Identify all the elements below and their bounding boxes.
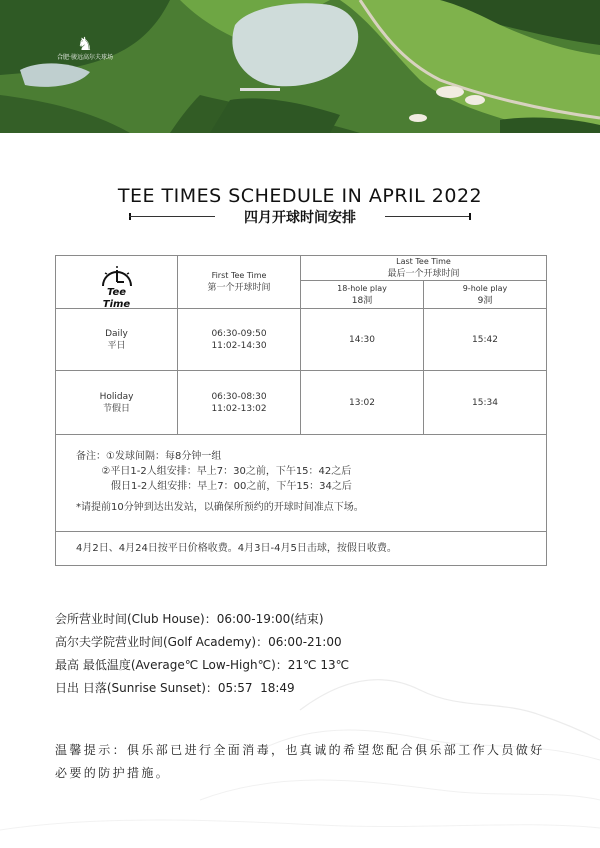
row-label: [56, 309, 178, 371]
tee-time-icon-cell: [56, 256, 178, 309]
header-9-hole: [424, 281, 547, 309]
sunrise-sunset: 日出 日落(Sunrise Sunset)：05:57 18:49: [55, 681, 295, 695]
header-9-hole-en: 9-hole play: [462, 283, 508, 293]
page-title: TEE TIMES SCHEDULE IN APRIL 2022: [117, 185, 483, 207]
divider-marker-right: [469, 213, 471, 220]
row-label-en: Holiday: [99, 391, 134, 402]
header-9-hole-cn: 9洞: [477, 295, 493, 306]
warm-tips: 温馨提示：俱乐部已进行全面消毒，也真诚的希望您配合俱乐部工作人员做好必要的防护措施。: [55, 743, 545, 780]
academy-hours: 高尔夫学院营业时间(Golf Academy)：06:00-21:00: [55, 635, 342, 649]
tee-time-icon-label: Tee Time: [102, 287, 131, 310]
row-label-en: Daily: [105, 328, 128, 339]
header-18-hole-en: 18-hole play: [337, 283, 387, 293]
first-tee-times: [178, 371, 301, 435]
last-tee-header-en: Last Tee Time: [396, 257, 451, 266]
first-tee-time-1: 06:30-09:50: [211, 328, 267, 339]
club-info: [55, 608, 349, 700]
temperature: 最高 最低温度(Average℃ Low-High℃)：21℃ 13℃: [55, 658, 350, 672]
page-subtitle: 四月开球时间安排: [244, 210, 356, 226]
table-row-price-note: [56, 532, 547, 566]
table-row-daily: [56, 309, 547, 371]
row-label: [56, 371, 178, 435]
first-tee-header-cn: 第一个开球时间: [207, 283, 271, 293]
clock-icon: [92, 262, 142, 310]
note-line: 备注：①发球间隔：每8分钟一组: [76, 451, 222, 462]
last-tee-18: 13:02: [301, 371, 424, 435]
note-line: 假日1-2人组安排：早上7：00之前，下午15：34之后: [76, 481, 352, 492]
first-tee-time-1: 06:30-08:30: [211, 391, 267, 402]
header-18-hole: [301, 281, 424, 309]
first-tee-times: [178, 309, 301, 371]
last-tee-9: 15:42: [424, 309, 547, 371]
note-line: ②平日1-2人组安排：早上7：30之前，下午15：42之后: [76, 466, 352, 477]
header-18-hole-cn: 18洞: [351, 295, 373, 306]
last-tee-9: 15:34: [424, 371, 547, 435]
first-tee-time-2: 11:02-13:02: [211, 403, 267, 414]
divider-line-right: [385, 216, 471, 217]
logo-text: 合肥·骏远高尔夫球场: [57, 54, 113, 61]
first-tee-header: [178, 256, 301, 309]
horse-icon: ♞: [76, 34, 94, 55]
club-logo: [55, 36, 115, 76]
table-row-holiday: [56, 371, 547, 435]
notes-cell: [56, 435, 547, 532]
last-tee-18: 14:30: [301, 309, 424, 371]
last-tee-header-cn: 最后一个开球时间: [387, 269, 460, 279]
first-tee-time-2: 11:02-14:30: [211, 340, 267, 351]
arrival-note: *请提前10分钟到达出发站，以确保所预约的开球时间准点下场。: [76, 502, 364, 513]
row-label-cn: 节假日: [102, 403, 130, 414]
clubhouse-hours: 会所营业时间(Club House)：06:00-19:00(结束): [55, 612, 324, 626]
header-aerial-photo: [0, 0, 600, 133]
subtitle-row: [0, 207, 600, 227]
row-label-cn: 平日: [107, 340, 126, 351]
price-note: 4月2日、4月24日按平日价格收费。4月3日-4月5日击球，按假日收费。: [56, 532, 547, 566]
last-tee-header: [301, 256, 547, 281]
first-tee-header-en: First Tee Time: [211, 271, 267, 280]
table-row-notes: [56, 435, 547, 532]
tee-time-table: [55, 255, 547, 566]
